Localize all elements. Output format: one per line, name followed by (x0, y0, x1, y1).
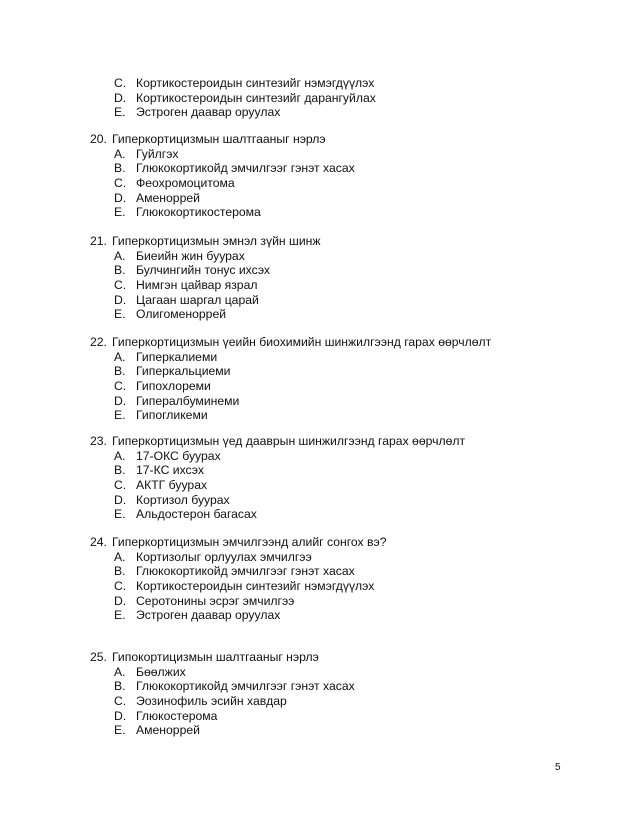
option-text: Эозинофиль эсийн хавдар (136, 694, 287, 709)
option-text: Булчингийн тонус ихсэх (136, 263, 271, 278)
option (90, 147, 610, 162)
partial-question-options (90, 76, 610, 120)
option (90, 679, 610, 694)
option-text: Кортикостероидын синтезийг нэмэгдүүлэх (136, 579, 375, 594)
option (90, 350, 610, 365)
option (90, 249, 610, 264)
option (90, 379, 610, 394)
option-text: Глюкокортикойд эмчилгээг гэнэт хасах (136, 161, 355, 176)
option-letter: A. (114, 248, 126, 263)
option-text: Гипохлореми (136, 379, 211, 394)
option-letter: B. (114, 364, 126, 379)
option-letter: D. (114, 393, 127, 408)
question-20 (90, 132, 610, 220)
option-letter: B. (114, 679, 126, 694)
option (90, 507, 610, 522)
question-number: 22. (90, 335, 107, 349)
option-letter: D. (114, 708, 127, 723)
option-text: Кортикостероидын синтезийг дарангуйлах (136, 90, 376, 105)
question-number: 24. (90, 535, 107, 549)
option-text: Бөөлжих (136, 664, 186, 679)
option-letter: B. (114, 263, 126, 278)
option-letter: C. (114, 579, 127, 594)
question-24 (90, 535, 610, 623)
option-letter: D. (114, 593, 127, 608)
option-text: Гипералбуминеми (136, 393, 240, 408)
question-stem (90, 535, 610, 550)
option (90, 723, 610, 738)
option (90, 105, 610, 120)
option-text: Гипогликеми (136, 408, 208, 423)
option-text: Глюкокортикойд эмчилгээг гэнэт хасах (136, 564, 355, 579)
option (90, 191, 610, 206)
option-text: Альдостерон багасах (136, 507, 257, 522)
option-text: Биеийн жин буурах (136, 248, 245, 263)
option (90, 709, 610, 724)
question-number: 23. (90, 434, 107, 448)
option-letter: C. (114, 278, 127, 293)
option-text: Кортикостероидын синтезийг нэмэгдүүлэх (136, 76, 375, 90)
option (90, 307, 610, 322)
option (90, 293, 610, 308)
option (90, 665, 610, 680)
option-letter: C. (114, 379, 127, 394)
option-letter: D. (114, 90, 127, 105)
option (90, 449, 610, 464)
question-22 (90, 335, 610, 423)
option (90, 463, 610, 478)
option (90, 408, 610, 423)
option (90, 91, 610, 106)
option (90, 493, 610, 508)
option (90, 564, 610, 579)
option-text: Глюкокортикойд эмчилгээг гэнэт хасах (136, 679, 355, 694)
option-letter: C. (114, 76, 127, 90)
option (90, 579, 610, 594)
option-letter: E. (114, 507, 126, 522)
question-23 (90, 434, 610, 522)
option-text: Гиперкальциеми (136, 364, 231, 379)
question-number: 20. (90, 132, 107, 146)
option (90, 76, 610, 91)
option-text: Кортизолыг орлуулах эмчилгээ (136, 549, 312, 564)
option (90, 694, 610, 709)
question-text: Гиперкортицизмын үеийн биохимийн шинжилгээнд гарах өөрчлөлт (112, 335, 492, 349)
question-stem (90, 132, 610, 147)
question-number: 21. (90, 234, 107, 248)
option-letter: D. (114, 492, 127, 507)
option-text: Аменоррей (136, 190, 200, 205)
option-letter: D. (114, 190, 127, 205)
option-text: Кортизол буурах (136, 492, 230, 507)
option-letter: E. (114, 408, 126, 423)
option-text: Аменоррей (136, 723, 200, 738)
option-text: Цагаан шаргал царай (136, 292, 259, 307)
page-number: 5 (555, 762, 561, 773)
option-letter: A. (114, 664, 126, 679)
question-21 (90, 234, 610, 322)
option (90, 205, 610, 220)
option-letter: C. (114, 176, 127, 191)
option-letter: E. (114, 608, 126, 623)
option-text: Глюкостерома (136, 708, 218, 723)
option-letter: E. (114, 205, 126, 220)
option-letter: E. (114, 105, 126, 120)
option-text: 17-ОКС буурах (136, 448, 221, 463)
option (90, 161, 610, 176)
option-text: Глюкокортикостерома (136, 205, 261, 220)
question-text: Гиперкортицизмын шалтгааныг нэрлэ (112, 132, 326, 146)
option-letter: B. (114, 564, 126, 579)
option-text: 17-КС ихсэх (136, 463, 204, 478)
option-text: Гуйлгэх (136, 146, 179, 161)
option-letter: C. (114, 694, 127, 709)
option (90, 263, 610, 278)
question-stem (90, 434, 610, 449)
question-text: Гиперкортицизмын үед дааврын шинжилгээнд гарах өөрчлөлт (112, 434, 466, 448)
option-text: Олигоменоррей (136, 307, 227, 322)
option (90, 278, 610, 293)
option-text: Эстроген даавар оруулах (136, 105, 281, 120)
option-text: Феохромоцитома (136, 176, 235, 191)
option (90, 394, 610, 409)
option-letter: B. (114, 161, 126, 176)
option-letter: A. (114, 349, 126, 364)
question-text: Гиперкортицизмын эмнэл зүйн шинж (112, 234, 321, 248)
option-text: Гиперкалиеми (136, 349, 218, 364)
option (90, 176, 610, 191)
option (90, 364, 610, 379)
option-text: Серотонины эсрэг эмчилгээ (136, 593, 295, 608)
option-letter: E. (114, 723, 126, 738)
option-letter: A. (114, 448, 126, 463)
question-stem (90, 234, 610, 249)
option-letter: A. (114, 549, 126, 564)
option-text: Эстроген даавар оруулах (136, 608, 281, 623)
question-stem (90, 650, 610, 665)
option-letter: C. (114, 478, 127, 493)
option (90, 594, 610, 609)
option-letter: B. (114, 463, 126, 478)
question-stem (90, 335, 610, 350)
option (90, 608, 610, 623)
option-text: АКТГ буурах (136, 478, 208, 493)
question-text: Гиперкортицизмын эмчилгээнд алийг сонгох вэ? (112, 535, 387, 549)
option (90, 550, 610, 565)
question-text: Гипокортицизмын шалтгааныг нэрлэ (112, 650, 319, 664)
option-text: Нимгэн цайвар язрал (136, 278, 258, 293)
option-letter: D. (114, 292, 127, 307)
question-25 (90, 650, 610, 738)
option (90, 478, 610, 493)
option-letter: E. (114, 307, 126, 322)
option-letter: A. (114, 146, 126, 161)
question-number: 25. (90, 650, 107, 664)
